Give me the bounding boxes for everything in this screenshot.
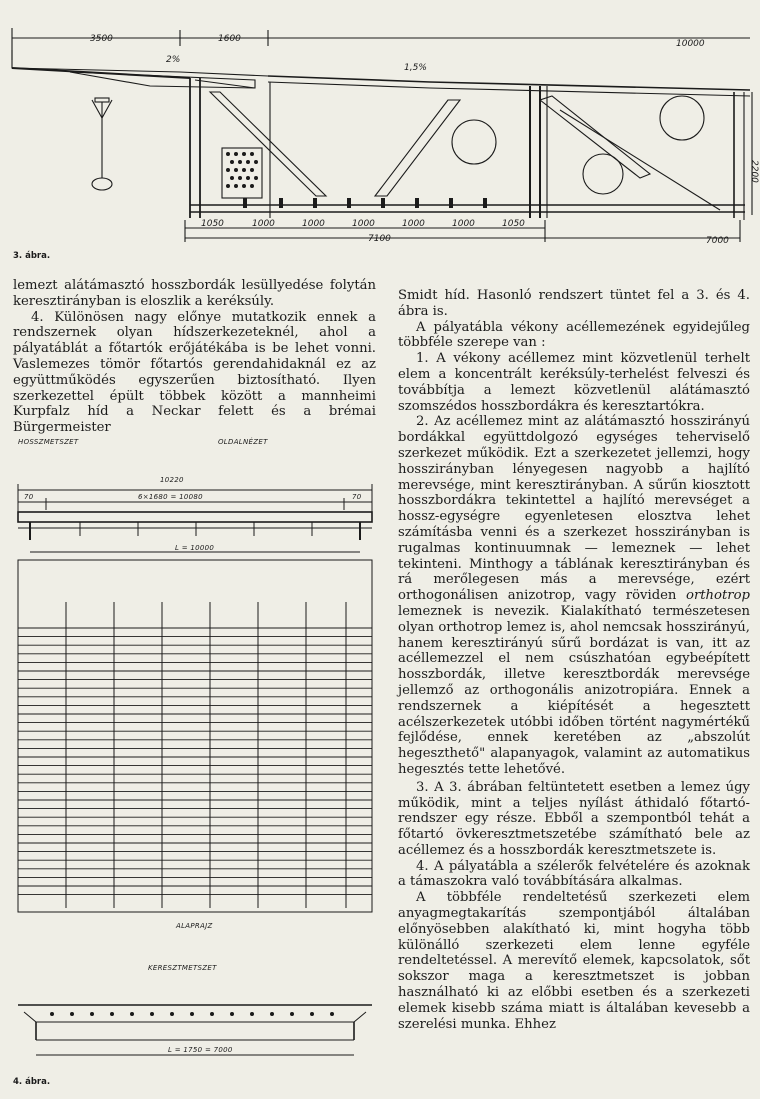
dim-span: L = 10000 <box>175 544 215 552</box>
dim-seg: 1000 <box>302 219 325 229</box>
dim-6x1680: 6×1680 = 10080 <box>138 493 203 501</box>
label-oldalnezet: OLDALNÉZET <box>218 438 268 446</box>
dim-seg: 1050 <box>502 219 525 229</box>
paragraph: Smidt híd. Hasonló rendszert tüntet fel a 3. és 4. ábra is. <box>398 288 750 319</box>
dim-10000: 10000 <box>676 39 705 49</box>
dim-7100: 7100 <box>368 234 391 244</box>
paragraph <box>398 414 750 777</box>
dim-1600: 1600 <box>218 34 241 44</box>
dim-seg: 1000 <box>452 219 475 229</box>
paragraph-part: 2. Az acéllemez mint az alátámasztó hosszirányú bordákkal együttdolgozó egységes teherviselő szerkezet működik. Ezt a szerkezetet jellemzi, hogy hosszirányban lényegesen nagyobb a hajlító merevsége, mint keresztirányban. A sűrűn kiosztott hosszbordákra tekintettel a hajlító merevséget a hossz-egységre egyenletesen elosztva lehet számításba venni és a szerkezet hosszirányban is rugalmas kontinuumnak — lemeznek — lehet tekinteni. Minthogy a táblának keresztirányban és rá merőlegesen más a merevsége, ezért orthogonálisen anizotrop, vagy röviden <box>398 414 750 604</box>
dim-2200: 2200 <box>749 160 759 183</box>
paragraph: 3. A 3. ábrában feltüntetett esetben a lemez úgy működik, mint a teljes nyílást áthidaló főtartó-rendszer egy része. Ebből a szempontból tehát a főtartó övkeresztmetszetébe számítható bele az acéllemez és a hosszbordák keresztmetszete is. <box>398 779 750 858</box>
dim-70-left: 70 <box>24 493 34 501</box>
figure-4-drawing <box>0 440 380 1090</box>
paragraph: lemezt alátámasztó hosszbordák lesüllyedése folytán keresztirányban is eloszlik a keréksúly. <box>13 278 376 309</box>
plan-ribs <box>18 628 372 895</box>
dim-seg: 1000 <box>402 219 425 229</box>
dim-seg: 1000 <box>252 219 275 229</box>
paragraph: 4. A pályatábla a szélerők felvételére és azoknak a támaszokra való továbbítására alkalmas. <box>398 858 750 890</box>
slope-mid: 1,5% <box>404 63 427 73</box>
dim-seg: 1000 <box>352 219 375 229</box>
paragraph: A pályatábla vékony acéllemezének egyidejűleg többféle szerepe van : <box>398 319 750 351</box>
paragraph: A többféle rendeltetésű szerkezeti elem anyagmegtakarítás szempontjából általában előnyösebben alakítható ki, mint hogyha több különálló szerkezeti elem lenne egyféle rendeltetéssel. A merevítő elemek, kapcsolatok, sőt sokszor maga a keresztmetszet is jobban használható ki az előbbi esetben és a szerkezeti elemek kisebb száma miatt is általában kevesebb a szerelési munka. Ehhez <box>398 890 750 1032</box>
slope-left: 2% <box>166 55 181 65</box>
label-hosszmetszet: HOSSZMETSZET <box>18 438 79 446</box>
figure-3-caption: 3. ábra. <box>13 251 51 261</box>
right-column <box>398 288 750 1032</box>
label-keresztmetszet: KERESZTMETSZET <box>148 964 217 972</box>
dim-7000: 7000 <box>706 236 729 246</box>
emphasis: orthotrop <box>686 588 750 604</box>
paragraph: 4. Különösen nagy előnye mutatkozik ennek a rendszernek olyan hídszerkezeteknél, ahol a pályatáblát a főtartók erőjátékába is be lehet vonni. Vaslemezes tömör főtartós gerendahidaknál ez az együttműködés egyszerűen biztosítható. Ilyen szerkezettel épült többek között a mannheimi Kurpfalz híd a Neckar felett és a brémai Bürgermeister <box>13 309 376 436</box>
dim-cross: L = 1750 = 7000 <box>168 1046 233 1054</box>
figure-4-caption: 4. ábra. <box>13 1077 51 1087</box>
dim-seg: 1050 <box>201 219 224 229</box>
paragraph: 1. A vékony acéllemez mint közvetlenül terhelt elem a koncentrált keréksúly-terhelést felveszi és továbbítja a lemezt közvetlenül alátámasztó szomszédos hosszbordákra és keresztartókra. <box>398 351 750 414</box>
dim-3500: 3500 <box>90 34 113 44</box>
left-column-top <box>13 278 376 436</box>
dim-70-right: 70 <box>352 493 362 501</box>
label-alaprajz: ALAPRAJZ <box>176 922 213 930</box>
figure-3-drawing <box>0 0 760 260</box>
dim-10220: 10220 <box>160 476 184 484</box>
paragraph-part: lemeznek is nevezik. Kialakítható természetesen olyan orthotrop lemez is, ahol nemcsak hosszirányú, hanem keresztirányú sűrű bordázat is van, itt az acéllemezzel el nem csúszhatóan egybeépített hosszbordák, illetve keresztbordák merevsége jellemző az orthogonális anizotropiára. Ennek a rendszernek a kiépítését a hegesztett acélszerkezetek utóbbi időben történt nagymértékű fejlődése, ennek keretében az „abszolút hegeszthető" alapanyagok, valamint az automatikus hegesztés tette lehetővé. <box>398 603 750 777</box>
